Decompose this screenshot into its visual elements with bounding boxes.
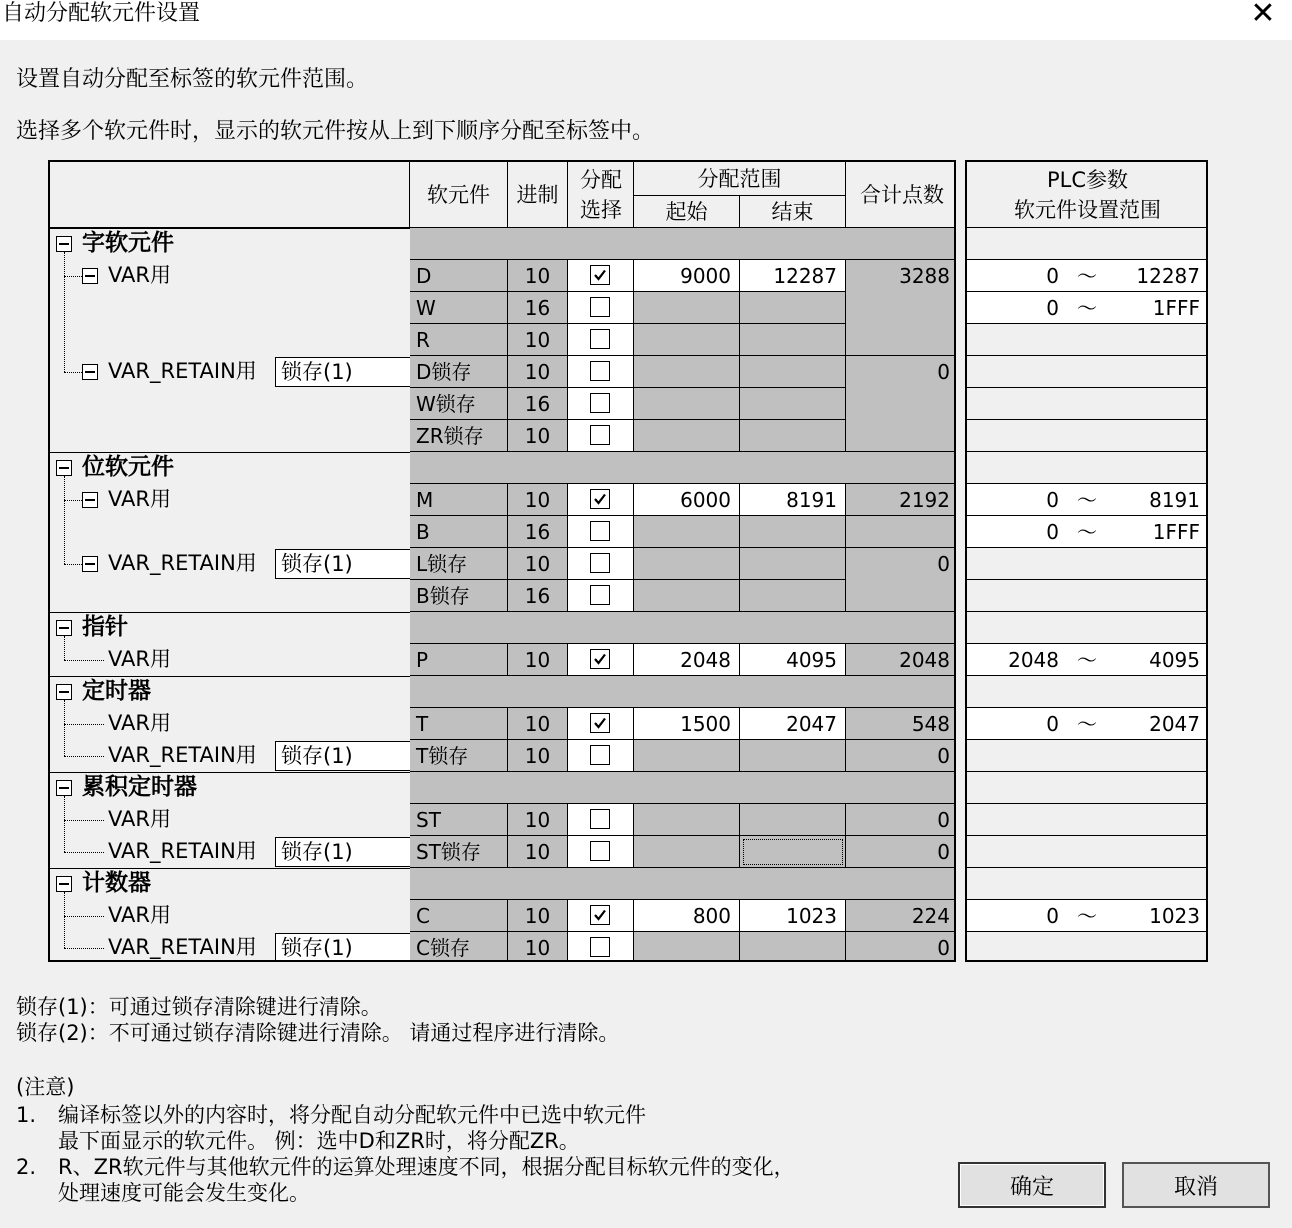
device-cell: W	[410, 292, 508, 324]
start-cell[interactable]: 800	[634, 900, 740, 932]
assign-select-cell	[568, 548, 634, 580]
plc-from: 0	[1046, 712, 1059, 736]
collapse-icon[interactable]	[56, 684, 72, 700]
radix-cell: 16	[508, 292, 568, 324]
start-cell[interactable]: 1500	[634, 708, 740, 740]
assign-checkbox[interactable]	[590, 521, 610, 541]
end-cell	[740, 388, 846, 420]
total-cell: 0	[846, 548, 956, 612]
end-cell	[740, 548, 846, 580]
tree-item-var_retain: VAR_RETAIN用	[108, 359, 257, 383]
latch-field[interactable]: 锁存(1)	[275, 933, 410, 962]
assign-checkbox[interactable]	[590, 937, 610, 957]
total-cell: 548	[846, 708, 956, 740]
assign-select-cell	[568, 484, 634, 516]
assign-select-cell	[568, 932, 634, 962]
note-latch-2: 锁存(2)：不可通过锁存清除键进行清除。 请通过程序进行清除。	[16, 1021, 620, 1045]
assign-checkbox[interactable]	[590, 585, 610, 605]
device-cell: ST	[410, 804, 508, 836]
header-total: 合计点数	[846, 162, 956, 228]
end-cell	[740, 836, 846, 868]
plc-to: 8191	[1149, 488, 1200, 512]
device-cell: P	[410, 644, 508, 676]
plc-group-row	[967, 612, 1208, 644]
assign-checkbox[interactable]	[590, 905, 610, 925]
header-device: 软元件	[410, 162, 508, 228]
plc-range-row	[967, 804, 1208, 836]
device-cell: M	[410, 484, 508, 516]
tree-item-var: VAR用	[108, 487, 171, 511]
radix-cell: 10	[508, 836, 568, 868]
note-2-line-2: 处理速度可能会发生变化。	[58, 1181, 310, 1205]
tree-group-timer: 定时器	[82, 678, 151, 704]
tree-group-counter: 计数器	[82, 870, 151, 896]
plc-from: 0	[1046, 488, 1059, 512]
collapse-icon[interactable]	[56, 876, 72, 892]
radix-cell: 16	[508, 516, 568, 548]
plc-range-row	[967, 324, 1208, 356]
note-2-line-1: R、ZR软元件与其他软元件的运算处理速度不同，根据分配目标软元件的变化，	[58, 1155, 795, 1179]
assign-checkbox[interactable]	[590, 713, 610, 733]
start-cell	[634, 804, 740, 836]
plc-header	[967, 162, 1208, 228]
assign-checkbox[interactable]	[590, 841, 610, 861]
tree-group-retentive_timer: 累积定时器	[82, 774, 197, 800]
radix-cell: 16	[508, 580, 568, 612]
assign-checkbox[interactable]	[590, 809, 610, 829]
group-row	[410, 612, 956, 644]
assign-select-cell	[568, 836, 634, 868]
device-cell: B锁存	[410, 580, 508, 612]
plc-group-row	[967, 452, 1208, 484]
total-cell: 224	[846, 900, 956, 932]
note-1-number: 1.	[16, 1103, 37, 1127]
start-cell	[634, 420, 740, 452]
header-range: 分配范围	[634, 162, 846, 196]
assign-select-cell	[568, 388, 634, 420]
tree-divider	[50, 612, 410, 613]
plc-group-row	[967, 868, 1208, 900]
end-cell	[740, 516, 846, 548]
collapse-icon[interactable]	[82, 364, 98, 380]
note-1-line-2: 最下面显示的软元件。 例：选中D和ZR时，将分配ZR。	[58, 1129, 580, 1153]
radix-cell: 10	[508, 932, 568, 962]
radix-cell: 16	[508, 388, 568, 420]
device-cell: R	[410, 324, 508, 356]
device-cell: B	[410, 516, 508, 548]
start-cell	[634, 516, 740, 548]
assign-select-cell	[568, 292, 634, 324]
assign-select-cell	[568, 580, 634, 612]
start-cell	[634, 292, 740, 324]
plc-range-row	[967, 548, 1208, 580]
plc-range-row	[967, 292, 1208, 324]
plc-separator: ～	[1077, 520, 1097, 544]
note-latch-1: 锁存(1)：可通过锁存清除键进行清除。	[16, 995, 382, 1019]
radix-cell: 10	[508, 644, 568, 676]
plc-to: 2047	[1149, 712, 1200, 736]
plc-to: 4095	[1149, 648, 1200, 672]
plc-to: 1FFF	[1152, 520, 1200, 544]
assign-select-cell	[568, 356, 634, 388]
checkmark-icon	[593, 716, 607, 730]
device-cell: D锁存	[410, 356, 508, 388]
plc-header-2: 软元件设置范围	[1014, 198, 1161, 222]
collapse-icon[interactable]	[82, 556, 98, 572]
intro-line-2: 选择多个软元件时，显示的软元件按从上到下顺序分配至标签中。	[16, 119, 655, 144]
start-cell	[634, 932, 740, 962]
group-row	[410, 676, 956, 708]
tree-item-var_retain: VAR_RETAIN用	[108, 839, 257, 863]
start-cell[interactable]: 9000	[634, 260, 740, 292]
note-caution: (注意)	[16, 1075, 75, 1099]
assign-select-cell	[568, 804, 634, 836]
collapse-icon[interactable]	[56, 780, 72, 796]
header-end: 结束	[740, 196, 846, 228]
start-cell[interactable]: 6000	[634, 484, 740, 516]
start-cell	[634, 836, 740, 868]
tree-group-pointer: 指针	[82, 614, 128, 640]
device-cell: ST锁存	[410, 836, 508, 868]
plc-from: 0	[1046, 520, 1059, 544]
title-bar	[0, 0, 1292, 40]
group-row	[410, 452, 956, 484]
checkmark-icon	[593, 908, 607, 922]
end-cell	[740, 580, 846, 612]
assign-checkbox[interactable]	[590, 425, 610, 445]
close-icon[interactable]: ✕	[1250, 0, 1276, 31]
header-start: 起始	[634, 196, 740, 228]
assign-select-cell	[568, 260, 634, 292]
total-cell	[846, 516, 956, 548]
assign-checkbox[interactable]	[590, 489, 610, 509]
plc-range-row	[967, 580, 1208, 612]
plc-separator: ～	[1077, 648, 1097, 672]
tree-header	[50, 162, 410, 228]
plc-separator: ～	[1077, 904, 1097, 928]
device-cell: C	[410, 900, 508, 932]
total-cell: 0	[846, 804, 956, 836]
device-cell: T锁存	[410, 740, 508, 772]
device-cell: ZR锁存	[410, 420, 508, 452]
assign-select-cell	[568, 324, 634, 356]
start-cell	[634, 388, 740, 420]
collapse-icon[interactable]	[82, 492, 98, 508]
end-cell	[740, 740, 846, 772]
radix-cell: 10	[508, 324, 568, 356]
collapse-icon[interactable]	[82, 268, 98, 284]
latch-field[interactable]: 锁存(1)	[275, 549, 410, 579]
radix-cell: 10	[508, 356, 568, 388]
tree-divider	[50, 228, 410, 229]
total-cell: 0	[846, 932, 956, 962]
start-cell	[634, 356, 740, 388]
plc-from: 0	[1046, 296, 1059, 320]
device-cell: T	[410, 708, 508, 740]
end-cell[interactable]: 4095	[740, 644, 846, 676]
radix-cell: 10	[508, 708, 568, 740]
tree-divider	[50, 676, 410, 677]
radix-cell: 10	[508, 484, 568, 516]
plc-range-row	[967, 260, 1208, 292]
total-cell: 2192	[846, 484, 956, 516]
tree-group-bit: 位软元件	[82, 454, 174, 480]
device-cell: D	[410, 260, 508, 292]
assign-checkbox[interactable]	[590, 329, 610, 349]
radix-cell: 10	[508, 260, 568, 292]
note-2-number: 2.	[16, 1155, 37, 1179]
assign-checkbox[interactable]	[590, 393, 610, 413]
header-assign-select-1: 分配	[580, 168, 622, 192]
end-cell	[740, 932, 846, 962]
tree-item-var_retain: VAR_RETAIN用	[108, 743, 257, 767]
tree-item-var: VAR用	[108, 711, 171, 735]
plc-header-1: PLC参数	[1046, 168, 1129, 192]
start-cell	[634, 324, 740, 356]
assign-checkbox[interactable]	[590, 553, 610, 573]
assign-checkbox[interactable]	[590, 745, 610, 765]
tree-divider	[50, 772, 410, 773]
start-cell[interactable]: 2048	[634, 644, 740, 676]
assign-checkbox[interactable]	[590, 265, 610, 285]
radix-cell: 10	[508, 420, 568, 452]
tree-item-var: VAR用	[108, 807, 171, 831]
tree-item-var: VAR用	[108, 903, 171, 927]
end-cell[interactable]: 1023	[740, 900, 846, 932]
cancel-button[interactable]: 取消	[1122, 1162, 1270, 1208]
tree-item-var: VAR用	[108, 263, 171, 287]
tree-divider	[50, 868, 410, 869]
assign-select-cell	[568, 708, 634, 740]
end-cell[interactable]: 12287	[740, 260, 846, 292]
header-assign-select	[568, 162, 634, 228]
assign-checkbox[interactable]	[590, 297, 610, 317]
plc-separator: ～	[1077, 296, 1097, 320]
plc-range-row	[967, 900, 1208, 932]
intro-line-1: 设置自动分配至标签的软元件范围。	[16, 67, 369, 92]
checkmark-icon	[593, 268, 607, 282]
collapse-icon[interactable]	[56, 236, 72, 252]
plc-range-row	[967, 836, 1208, 868]
plc-group-row	[967, 228, 1208, 260]
end-cell	[740, 356, 846, 388]
plc-range-row	[967, 708, 1208, 740]
total-cell: 0	[846, 740, 956, 772]
collapse-icon[interactable]	[56, 620, 72, 636]
assign-select-cell	[568, 644, 634, 676]
plc-range-row	[967, 516, 1208, 548]
header-radix: 进制	[508, 162, 568, 228]
assign-select-cell	[568, 420, 634, 452]
start-cell	[634, 580, 740, 612]
tree-group-word: 字软元件	[82, 230, 174, 256]
window-title: 自动分配软元件设置	[2, 1, 201, 26]
latch-field[interactable]: 锁存(1)	[275, 357, 410, 387]
tree-item-var_retain: VAR_RETAIN用	[108, 551, 257, 575]
radix-cell: 10	[508, 548, 568, 580]
plc-to: 1FFF	[1152, 296, 1200, 320]
end-cell	[740, 804, 846, 836]
device-table	[48, 160, 956, 962]
assign-select-cell	[568, 740, 634, 772]
collapse-icon[interactable]	[56, 460, 72, 476]
device-cell: C锁存	[410, 932, 508, 962]
plc-to: 12287	[1136, 264, 1200, 288]
end-cell	[740, 292, 846, 324]
plc-to: 1023	[1149, 904, 1200, 928]
plc-range-row	[967, 740, 1208, 772]
assign-checkbox[interactable]	[590, 649, 610, 669]
plc-separator: ～	[1077, 488, 1097, 512]
end-cell	[740, 420, 846, 452]
plc-range-row	[967, 420, 1208, 452]
tree-item-var: VAR用	[108, 647, 171, 671]
plc-range-row	[967, 484, 1208, 516]
plc-range-row	[967, 932, 1208, 962]
latch-field[interactable]: 锁存(1)	[275, 741, 410, 771]
checkmark-icon	[593, 492, 607, 506]
device-cell: L锁存	[410, 548, 508, 580]
assign-select-cell	[568, 516, 634, 548]
end-cell[interactable]: 8191	[740, 484, 846, 516]
total-cell: 0	[846, 356, 956, 452]
latch-field[interactable]: 锁存(1)	[275, 837, 410, 867]
note-1-line-1: 编译标签以外的内容时，将分配自动分配软元件中已选中软元件	[58, 1103, 646, 1127]
plc-from: 0	[1046, 264, 1059, 288]
tree-item-var_retain: VAR_RETAIN用	[108, 935, 257, 959]
end-cell[interactable]: 2047	[740, 708, 846, 740]
radix-cell: 10	[508, 900, 568, 932]
end-cell	[740, 324, 846, 356]
plc-range-table	[965, 160, 1208, 962]
device-cell: W锁存	[410, 388, 508, 420]
checkmark-icon	[593, 652, 607, 666]
plc-from: 0	[1046, 904, 1059, 928]
group-row	[410, 772, 956, 804]
total-cell: 0	[846, 836, 956, 868]
ok-button[interactable]: 确定	[958, 1162, 1106, 1208]
plc-group-row	[967, 772, 1208, 804]
assign-checkbox[interactable]	[590, 361, 610, 381]
plc-separator: ～	[1077, 264, 1097, 288]
radix-cell: 10	[508, 740, 568, 772]
plc-from: 2048	[1008, 648, 1059, 672]
start-cell	[634, 740, 740, 772]
assign-select-cell	[568, 900, 634, 932]
group-row	[410, 868, 956, 900]
total-cell: 3288	[846, 260, 956, 356]
plc-range-row	[967, 388, 1208, 420]
start-cell	[634, 548, 740, 580]
plc-separator: ～	[1077, 712, 1097, 736]
header-assign-select-2: 选择	[580, 198, 622, 222]
radix-cell: 10	[508, 804, 568, 836]
group-row	[410, 228, 956, 260]
plc-range-row	[967, 356, 1208, 388]
plc-range-row	[967, 644, 1208, 676]
tree-divider	[50, 452, 410, 453]
total-cell: 2048	[846, 644, 956, 676]
plc-group-row	[967, 676, 1208, 708]
